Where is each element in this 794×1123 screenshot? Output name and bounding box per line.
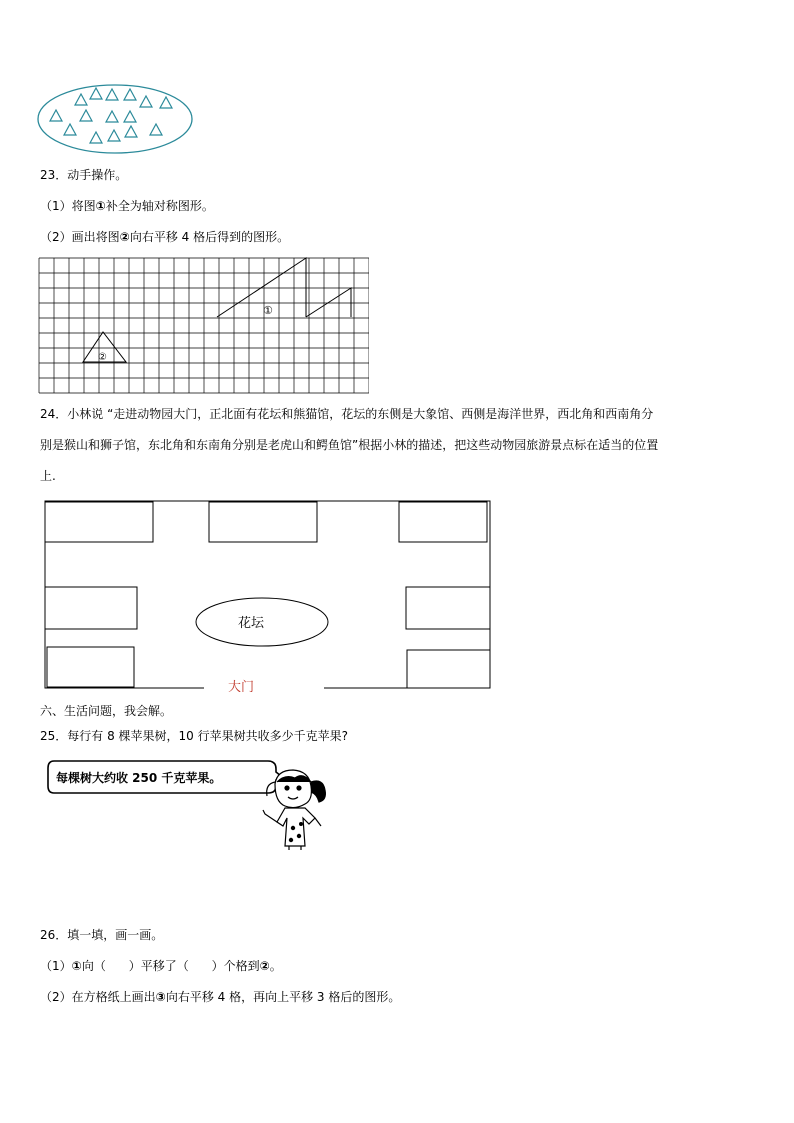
q26-part1-blanks[interactable]: 向（ ）平移了（ ）个格到 [81, 959, 260, 973]
triangle-icon [106, 89, 118, 100]
box-northwest[interactable] [45, 502, 153, 542]
figure-2-mark: ② [119, 230, 130, 244]
q26-title: 26．填一填，画一画。 [40, 928, 164, 942]
triangle-icon [160, 97, 172, 108]
q26-part2-text: （2）在方格纸上画出 [40, 990, 156, 1004]
figure-3-mark: ③ [155, 990, 166, 1004]
box-north[interactable] [209, 502, 317, 542]
q23-part1 [40, 199, 214, 213]
q23-title: 23．动手操作。 [40, 168, 128, 182]
grid-label-1: ① [263, 304, 273, 317]
q24-line2: 别是猴山和狮子馆，东北角和东南角分别是老虎山和鳄鱼馆”根据小林的描述，把这些动物园旅游景点标在适当的位置 [40, 438, 659, 452]
flowerbed-label: 花坛 [238, 616, 265, 631]
q23-grid-paper [37, 256, 369, 395]
grid-label-2: ② [98, 352, 107, 363]
figure-2-mark: ② [259, 959, 270, 973]
box-southwest[interactable] [47, 647, 134, 687]
triangle-set-figure [36, 82, 196, 156]
figure-1-mark: ① [71, 959, 82, 973]
figure-1-small-triangle [306, 288, 351, 317]
section-6-title: 六、生活问题，我会解。 [40, 704, 173, 718]
q23-part1-text: （1）将图 [40, 199, 96, 213]
figure-1-mark: ① [95, 199, 106, 213]
q25-title: 25．每行有 8 棵苹果树，10 行苹果树共收多少千克苹果? [40, 729, 348, 743]
q23-part2-text: （2）画出将图 [40, 230, 120, 244]
zoo-outer-wall-left [45, 501, 490, 688]
triangle-icon [108, 130, 120, 141]
triangle-icon [90, 88, 102, 99]
q26-part2-text-end: 向右平移 4 格，再向上平移 3 格后的图形。 [165, 990, 401, 1004]
triangle-icon [125, 126, 137, 137]
triangle-icon [90, 132, 102, 143]
box-northeast[interactable] [399, 502, 487, 542]
girl-illustration [255, 766, 333, 850]
box-west[interactable] [45, 587, 137, 629]
q24-line1: 24．小林说 “走进动物园大门，正北面有花坛和熊猫馆，花坛的东侧是大象馆、西侧是海洋世界，西北角和西南角分 [40, 407, 654, 421]
triangle-icon [150, 124, 162, 135]
q23-part1-text-end: 补全为轴对称图形。 [105, 199, 214, 213]
triangle-icon [50, 110, 62, 121]
gate-label: 大门 [228, 680, 255, 692]
triangle-icon [140, 96, 152, 107]
triangle-icon [124, 111, 136, 122]
q26-part1-prefix: （1） [40, 959, 72, 973]
zoo-map [42, 498, 494, 692]
triangle-icon [106, 111, 118, 122]
triangle-icon [64, 124, 76, 135]
q26-part1-end: 。 [269, 959, 282, 973]
q26-part1 [40, 959, 282, 973]
triangle-icon [80, 110, 92, 121]
q26-part2 [40, 990, 400, 1004]
box-southeast[interactable] [407, 650, 490, 688]
triangle-icon [124, 89, 136, 100]
figure-1-large-triangle [217, 258, 306, 317]
q24-line3: 上. [40, 469, 56, 483]
q23-part2-text-end: 向右平移 4 格后得到的图形。 [129, 230, 290, 244]
triangle-icon [75, 94, 87, 105]
box-east[interactable] [406, 587, 490, 629]
q23-part2 [40, 230, 289, 244]
speech-text: 每棵树大约收 250 千克苹果。 [56, 771, 222, 785]
